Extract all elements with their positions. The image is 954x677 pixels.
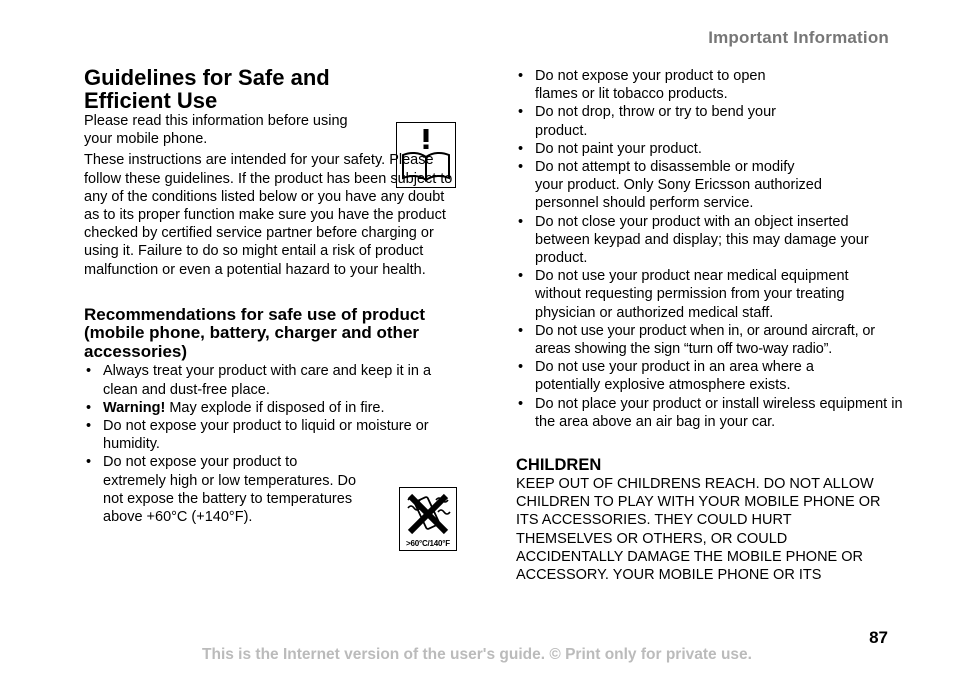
read-manual-warning-icon [396, 122, 456, 188]
list-item-text: Do not expose your product to extremely high or low temperatures. Do not expose the battery to temperatures above +60°C (+140°F). [103, 454, 357, 525]
left-column [84, 65, 456, 548]
list-item: • Do not drop, throw or try to bend your product. [516, 103, 810, 139]
list-item: • Do not use your product in an area where a potentially explosive atmosphere exists. [516, 358, 855, 394]
temperature-limit-label: >60°C/140°F [405, 539, 450, 548]
recommendations-heading: Recommendations for safe use of product (mobile phone, battery, charger and other accessories) [84, 304, 425, 361]
list-item: • Do not paint your product. [516, 140, 891, 158]
list-item-text: May explode if disposed of in fire. [165, 399, 385, 416]
intro-paragraph-2-text: These instructions are intended for your safety. Please follow these guidelines. If the product has been subject to any of the conditions listed below or you have any doubt as to its proper function make sure you have the product checked by certified service partner before charging or using it. Failure to do so might entail a risk of product malfunction or even a potential hazard to your health. [84, 152, 453, 278]
page-number: 87 [869, 628, 888, 647]
list-item: • Do not attempt to disassemble or modify your product. Only Sony Ericsson authorized personnel should perform service. [516, 158, 825, 213]
temperature-warning-icon [399, 487, 457, 551]
intro-paragraph-1: Please read this information before using your mobile phone. [84, 113, 348, 148]
list-item: • Do not close your product with an object inserted between keypad and display; this may damage your product. [516, 213, 875, 268]
page-title: Guidelines for Safe and Efficient Use [84, 65, 330, 113]
list-item [84, 453, 363, 526]
list-item [84, 362, 456, 398]
list-item: • Do not use your product when in, or around aircraft, or areas showing the sign “turn off two-way radio”. [516, 322, 910, 358]
list-item [84, 399, 456, 417]
list-item: • Do not expose your product to open flames or lit tobacco products. [516, 67, 805, 103]
footer-notice: This is the Internet version of the user's guide. © Print only for private use. [202, 646, 752, 663]
right-column [516, 66, 903, 584]
list-item-text: Always treat your product with care and keep it in a clean and dust-free place. [103, 363, 432, 398]
section-header: Important Information [708, 28, 889, 47]
right-bullet-list [516, 67, 903, 431]
list-item-text: Do not expose your product to liquid or moisture or humidity. [103, 417, 429, 453]
list-item: • Do not place your product or install wireless equipment in the area above an air bag in your car. [516, 395, 910, 431]
children-warning-text: KEEP OUT OF CHILDRENS REACH. DO NOT ALLOW CHILDREN TO PLAY WITH YOUR MOBILE PHONE OR ITS ACCESSORIES. THEY COULD HURT THEMSELVES OR OTHERS, OR COULD ACCIDENTALLY DAMAGE THE MOBILE PHONE OR ACCESSORY. YOUR MOBILE PHONE OR ITS [516, 476, 881, 584]
list-item: • Do not use your product near medical equipment without requesting permission from your treating physician or authorized medical staff. [516, 267, 890, 322]
warning-label: Warning! [103, 399, 166, 416]
list-item [84, 417, 456, 453]
children-heading: CHILDREN [516, 456, 602, 475]
